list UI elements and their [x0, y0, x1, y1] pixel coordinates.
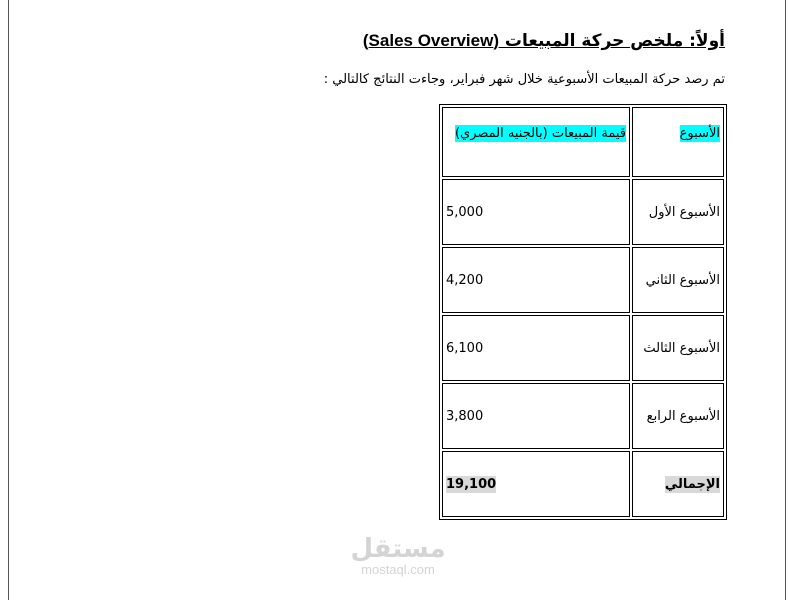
week-cell: الأسبوع الثالث — [632, 315, 724, 381]
table-row — [442, 383, 724, 449]
total-label-cell — [632, 451, 724, 517]
intro-paragraph: تم رصد حركة المبيعات الأسبوعية خلال شهر فبراير، وجاءت النتائج كالتالي : — [323, 72, 725, 87]
value-cell: 3,800 — [442, 383, 630, 449]
table-total-row — [442, 451, 724, 517]
section-heading — [363, 31, 725, 51]
week-cell: الأسبوع الأول — [632, 179, 724, 245]
table-row — [442, 315, 724, 381]
total-label: الإجمالي — [664, 476, 720, 492]
table-header-row — [442, 107, 724, 177]
header-week-label: الأسبوع — [679, 126, 720, 141]
total-value: 19,100 — [446, 476, 497, 492]
value-cell: 4,200 — [442, 247, 630, 313]
header-value — [442, 107, 630, 177]
week-cell: الأسبوع الرابع — [632, 383, 724, 449]
header-value-label: قيمة المبيعات (بالجنيه المصري) — [454, 126, 626, 141]
table-row — [442, 247, 724, 313]
value-cell: 5,000 — [442, 179, 630, 245]
watermark-logo: مستقل — [350, 534, 446, 564]
mostaql-watermark — [342, 535, 454, 577]
section-heading-latin: (Sales Overview) — [362, 31, 499, 50]
header-week — [632, 107, 724, 177]
sales-table — [439, 104, 727, 520]
watermark-site: mostaql.com — [361, 562, 435, 577]
table-row — [442, 179, 724, 245]
value-cell: 6,100 — [442, 315, 630, 381]
total-value-cell — [442, 451, 630, 517]
section-heading-arabic: أولاً: ملخص حركة المبيعات — [498, 31, 725, 51]
week-cell: الأسبوع الثاني — [632, 247, 724, 313]
